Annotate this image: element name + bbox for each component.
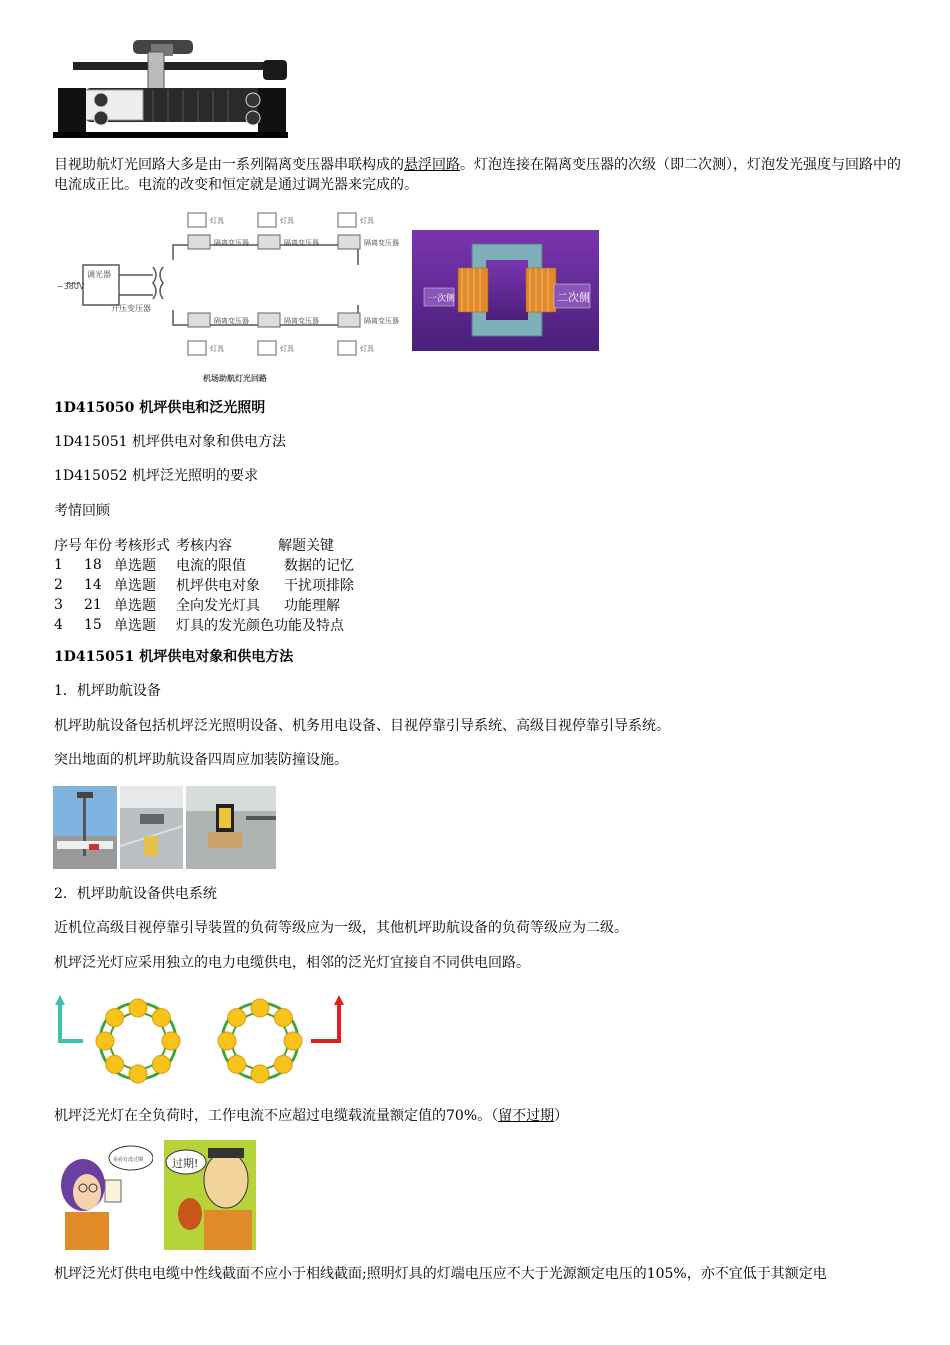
table-header: 序号: [54, 538, 82, 554]
table-cell: 单选题: [114, 578, 156, 594]
isolation-transformer-image: [412, 230, 599, 351]
floating-circuit-link[interactable]: 悬浮回路: [404, 157, 460, 173]
item-2-paragraph-1: 近机位高级目视停靠引导装置的负荷等级应为一级，其他机坪助航设备的负荷等级应为二级。: [54, 920, 628, 936]
floodlight-bulb: [129, 1065, 147, 1083]
primary-side-label: 一次侧: [428, 294, 456, 304]
subsection-1d415052: 1D415052 机坪泛光照明的要求: [54, 468, 259, 484]
cartoon-man-expired: [164, 1140, 256, 1250]
current-limit-paragraph: [54, 1106, 568, 1126]
floodlight-bulb: [284, 1032, 302, 1050]
subsection-1d415051: 1D415051 机坪供电对象和供电方法: [54, 434, 287, 450]
table-cell: 4: [54, 617, 63, 633]
rheostat-photo: [53, 40, 288, 142]
table-row: [54, 595, 354, 615]
item-1-paragraph-1: 机坪助航设备包括机坪泛光照明设备、机务用电设备、目视停靠引导系统、高级目视停靠引导系统。: [54, 718, 670, 734]
lamp-label-6: 灯具: [360, 345, 374, 353]
bubble-left-text: 看看有没过期: [113, 1157, 144, 1163]
cartoon-woman-checking: [53, 1140, 153, 1250]
floodlight-bulb: [129, 999, 147, 1017]
mnemonic-link[interactable]: 留不过期: [498, 1108, 555, 1124]
section-heading-1d415051: 1D415051 机坪供电对象和供电方法: [54, 649, 294, 665]
floodlight-bulb: [106, 1055, 124, 1073]
floodlight-bulb: [152, 1009, 170, 1027]
floodlight-bulb: [96, 1032, 114, 1050]
table-cell: 干扰项排除: [284, 578, 354, 594]
last-paragraph: 机坪泛光灯供电电缆中性线截面不应小于相线截面;照明灯具的灯端电压应不大于光源额定电压的105%，亦不宜低于其额定电: [54, 1266, 827, 1282]
table-header: 考核内容 解题关键: [176, 538, 334, 554]
table-cell: 2: [54, 577, 63, 593]
floodlight-bulb: [274, 1055, 292, 1073]
voltage-label: ~380V: [57, 282, 85, 291]
floodlight-bulb: [218, 1032, 236, 1050]
table-cell: 21: [84, 597, 102, 613]
lamp-label-2: 灯具: [280, 217, 294, 225]
table-cell: 18: [84, 557, 102, 573]
floodlight-bulb: [251, 1065, 269, 1083]
table-cell: 全向发光灯具: [176, 598, 260, 614]
item-1-paragraph-2: 突出地面的机坪助航设备四周应加装防撞设施。: [54, 752, 348, 768]
apron-guidance-photo: [120, 786, 183, 869]
secondary-side-label: 二次侧: [557, 291, 590, 304]
floodlight-bulb: [251, 999, 269, 1017]
floodlight-circuit-diagram: [53, 993, 348, 1091]
current-limit-text: 机坪泛光灯在全负荷时，工作电流不应超过电缆载流量额定值的70%。（: [54, 1108, 499, 1124]
floodlight-bulb: [274, 1009, 292, 1027]
table-cell: 机坪供电对象: [176, 578, 260, 594]
floodlight-bulb: [152, 1055, 170, 1073]
lamp-label-4: 灯具: [210, 345, 224, 353]
table-header: 年份: [84, 538, 112, 554]
series-transformer-label: 升压变压器: [111, 304, 151, 313]
intro-text-before: 目视助航灯光回路大多是由一系列隔离变压器串联构成的: [54, 157, 404, 173]
intro-paragraph: [54, 155, 904, 195]
transformer-label-4: 隔离变压器: [214, 317, 249, 325]
bubble-right-text: 过期!: [172, 1157, 199, 1170]
exam-review-title: 考情回顾: [54, 503, 110, 519]
table-cell: 单选题: [114, 558, 156, 574]
floodlight-bulb: [106, 1009, 124, 1027]
section-heading-1d415050: 1D415050 机坪供电和泛光照明: [54, 400, 266, 416]
table-cell: 14: [84, 577, 102, 593]
apron-light-mast-photo: [53, 786, 117, 869]
regulator-label: 调光器: [87, 270, 111, 279]
table-cell: 功能理解: [284, 598, 340, 614]
table-cell: 数据的记忆: [284, 558, 354, 574]
transformer-label-6: 隔离变压器: [364, 317, 399, 325]
floodlight-bulb: [162, 1032, 180, 1050]
table-cell: 1: [54, 557, 63, 573]
transformer-label-3: 隔离变压器: [364, 239, 399, 247]
floodlight-bulb: [228, 1055, 246, 1073]
table-cell: 单选题: [114, 618, 156, 634]
table-header-row: [54, 535, 354, 555]
apron-sign-photo: [186, 786, 276, 869]
table-row: [54, 615, 354, 635]
table-cell: 电流的限值: [176, 558, 246, 574]
lighting-circuit-diagram: [53, 205, 405, 385]
table-cell: 单选题: [114, 598, 156, 614]
lamp-label-3: 灯具: [360, 217, 374, 225]
table-cell: 灯具的发光颜色功能及特点: [176, 618, 344, 634]
intro-text-after: 。灯泡连接在隔离变压器的次级（即二次测），灯泡发光强度与回路中的电流成正比。电流的改变和恒定就是通过调光器来完成的。: [54, 157, 901, 193]
table-row: [54, 575, 354, 595]
current-limit-text-after: ）: [554, 1108, 569, 1124]
lamp-label-1: 灯具: [210, 217, 224, 225]
item-2-title: 2．机坪助航设备供电系统: [54, 886, 217, 902]
circuit-caption: 机场助航灯光回路: [203, 374, 267, 383]
lamp-label-5: 灯具: [280, 345, 294, 353]
table-header: 考核形式: [114, 538, 170, 554]
item-2-paragraph-2: 机坪泛光灯应采用独立的电力电缆供电，相邻的泛光灯宜接自不同供电回路。: [54, 955, 530, 971]
transformer-label-5: 隔离变压器: [284, 317, 319, 325]
table-row: [54, 555, 354, 575]
table-cell: 15: [84, 617, 102, 633]
transformer-label-2: 隔离变压器: [284, 239, 319, 247]
exam-review-table: [54, 535, 354, 635]
item-1-title: 1．机坪助航设备: [54, 683, 161, 699]
floodlight-bulb: [228, 1009, 246, 1027]
transformer-label-1: 隔离变压器: [214, 239, 249, 247]
table-cell: 3: [54, 597, 63, 613]
